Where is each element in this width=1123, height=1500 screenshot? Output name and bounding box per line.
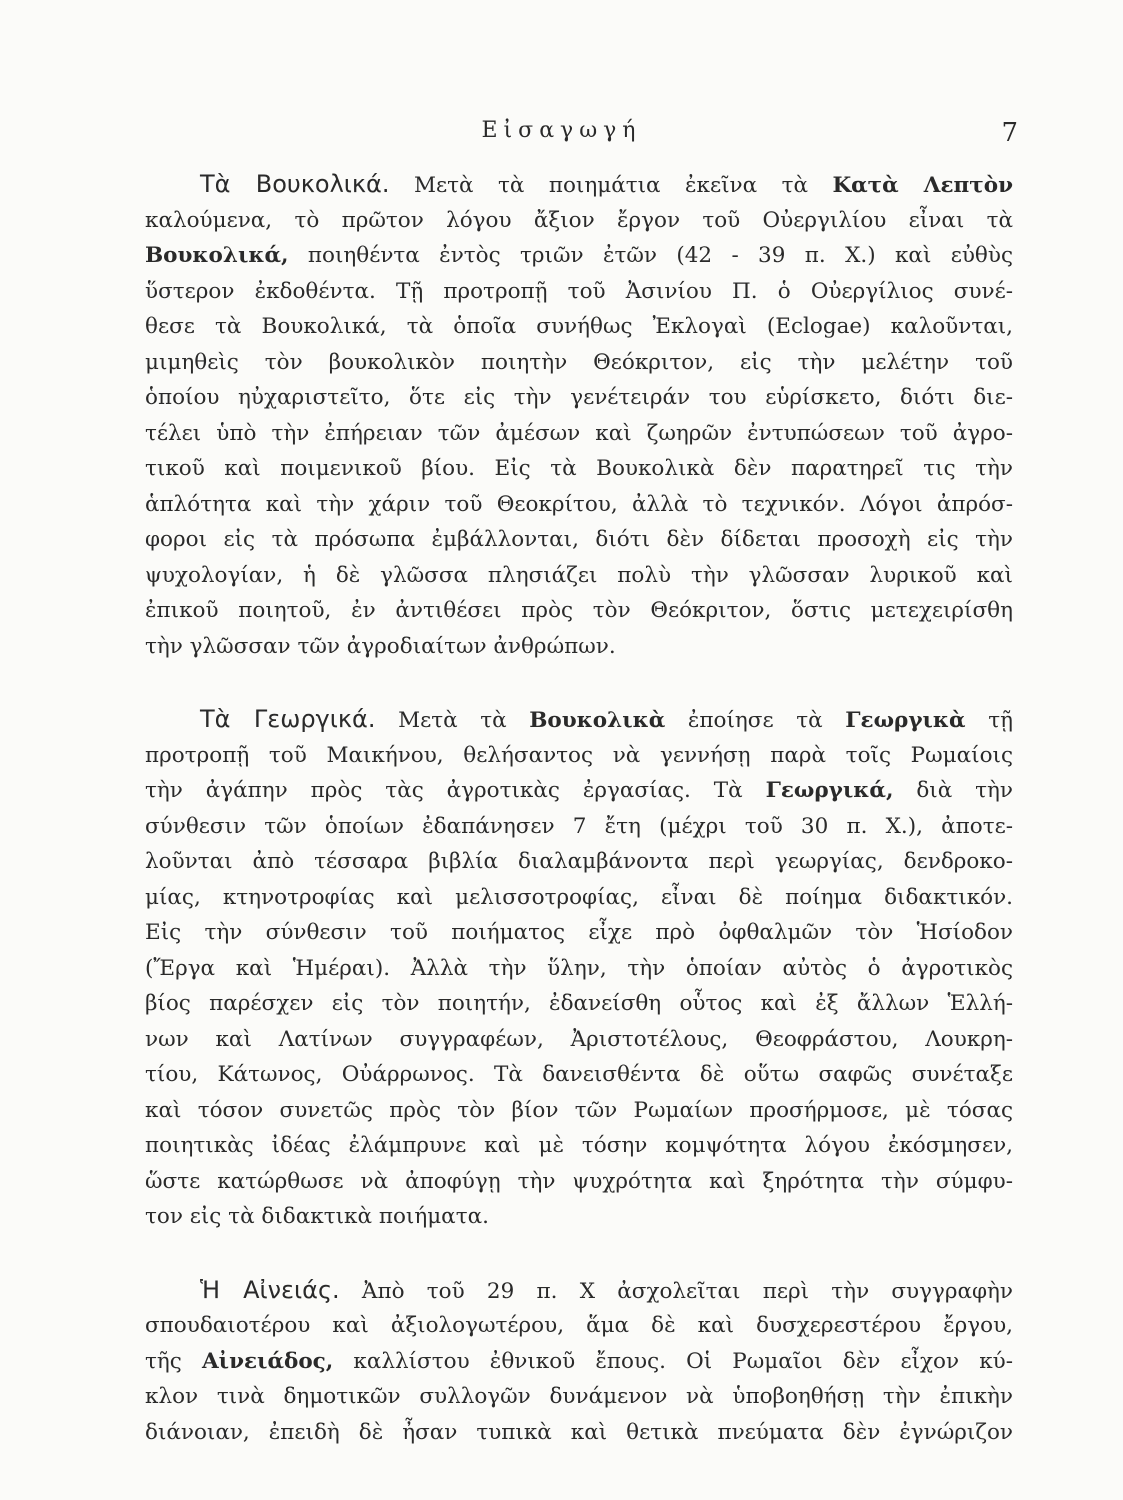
body-text [145, 167, 1013, 1488]
text-line: καλούμενα, τὸ πρῶτον λόγου ἄξιον ἔργον τοῦ Οὐεργιλίου εἶναι τὰ [145, 207, 1013, 233]
text-line: ψυχολογίαν, ἡ δὲ γλῶσσα πλησιάζει πολὺ τὴν γλῶσσαν λυρικοῦ καὶ [145, 562, 1013, 588]
running-title: Εἰσαγωγή [481, 118, 642, 143]
text-line [145, 1273, 1013, 1309]
work-title: Βουκολικά, [145, 243, 289, 268]
text-line: καὶ τόσον συνετῶς πρὸς τὸν βίον τῶν Ρωμαίων προσήρμοσε, μὲ τόσας [145, 1097, 1013, 1123]
text-line: νων καὶ Λατίνων συγγραφέων, Ἀριστοτέλους, Θεοφράστου, Λουκρη- [145, 1026, 1013, 1052]
section-georgics [145, 702, 1013, 1235]
section-heading: Ἡ Αἰνειάς. [200, 1275, 340, 1304]
text-line: μιμηθεὶς τὸν βουκολικὸν ποιητὴν Θεόκριτον, εἰς τὴν μελέτην τοῦ [145, 349, 1013, 375]
text-line: φοροι εἰς τὰ πρόσωπα ἐμβάλλονται, διότι δὲν δίδεται προσοχὴ εἰς τὴν [145, 527, 1013, 552]
text-line: τικοῦ καὶ ποιμενικοῦ βίου. Εἰς τὰ Βουκολικὰ δὲν παρατηρεῖ τις τὴν [145, 456, 1013, 481]
work-title: Αἰνειάδος, [201, 1348, 334, 1374]
work-title: Γεωργικὰ [845, 708, 966, 733]
text-line: λοῦνται ἀπὸ τέσσαρα βιβλία διαλαμβάνοντα περὶ γεωργίας, δενδροκο- [145, 849, 1013, 874]
text-line: σύνθεσιν τῶν ὁποίων ἐδαπάνησεν 7 ἔτη (μέχρι τοῦ 30 π. Χ.), ἀποτε- [145, 813, 1013, 839]
text-line: Εἰς τὴν σύνθεσιν τοῦ ποιήματος εἶχε πρὸ ὀφθαλμῶν τὸν Ἡσίοδον [145, 920, 1013, 945]
text-line: διάνοιαν, ἐπειδὴ δὲ ἦσαν τυπικὰ καὶ θετικὰ πνεύματα δὲν ἐγνώριζον [145, 1419, 1013, 1445]
text-line: σπουδαιοτέρου καὶ ἀξιολογωτέρου, ἅμα δὲ καὶ δυσχερεστέρου ἔργου, [145, 1313, 1013, 1338]
work-title: Βουκολικὰ [529, 708, 666, 733]
text-line: τίου, Κάτωνος, Οὐάρρωνος. Τὰ δανεισθέντα δὲ οὕτω σαφῶς συνέταξε [145, 1062, 1013, 1087]
text-line: ὁποίου ηὐχαριστεῖτο, ὅτε εἰς τὴν γενέτειράν του εὑρίσκετο, διότι διε- [145, 385, 1013, 410]
text-line: ἁπλότητα καὶ τὴν χάριν τοῦ Θεοκρίτου, ἀλλὰ τὸ τεχνικόν. Λόγοι ἀπρόσ- [145, 491, 1013, 517]
text-line: ποιητικὰς ἰδέας ἐλάμπρυνε καὶ μὲ τόσην κομψότητα λόγου ἐκόσμησεν, [145, 1133, 1013, 1158]
text-line: τὴν γλῶσσαν τῶν ἀγροδιαίτων ἀνθρώπων. [145, 633, 616, 659]
work-title: Γεωργικά, [765, 778, 894, 803]
page-number: 7 [1001, 118, 1018, 148]
text-span: Μετὰ τὰ [375, 708, 530, 733]
text-line: προτροπῇ τοῦ Μαικήνου, θελήσαντος νὰ γεννήσῃ παρὰ τοῖς Ρωμαίοις [145, 742, 1013, 768]
text-line: τον εἰς τὰ διδακτικὰ ποιήματα. [145, 1204, 489, 1229]
text-line: βίος παρέσχεν εἰς τὸν ποιητήν, ἐδανείσθη οὗτος καὶ ἐξ ἄλλων Ἑλλή- [145, 991, 1013, 1016]
running-head [0, 118, 1123, 154]
text-span: τῆς [145, 1348, 202, 1374]
section-heading: Τὰ Βουκολικά. [200, 170, 390, 198]
text-span: ἐποίησε τὰ [665, 708, 846, 733]
text-span: ποιηθέντα ἐντὸς τριῶν ἐτῶν (42 - 39 π. Χ.) καὶ εὐθὺς [288, 243, 1013, 268]
text-line [145, 702, 1013, 738]
text-line [145, 167, 1013, 203]
text-span: Ἀπὸ τοῦ 29 π. Χ ἀσχολεῖται περὶ τὴν συγγραφὴν [339, 1278, 1013, 1304]
text-line: μίας, κτηνοτροφίας καὶ μελισσοτροφίας, εἶναι δὲ ποίημα διδακτικόν. [145, 884, 1013, 910]
section-aeneid [145, 1273, 1013, 1451]
section-bucolics [145, 167, 1013, 664]
text-line: ἐπικοῦ ποιητοῦ, ἐν ἀντιθέσει πρὸς τὸν Θεόκριτον, ὅστις μετεχειρίσθη [145, 598, 1013, 623]
text-line: ὥστε κατώρθωσε νὰ ἀποφύγῃ τὴν ψυχρότητα καὶ ξηρότητα τὴν σύμφυ- [145, 1168, 1013, 1194]
text-line [145, 773, 1013, 809]
work-title: Κατὰ Λεπτὸν [832, 173, 1013, 198]
text-span: Μετὰ τὰ ποιημάτια ἐκεῖνα τὰ [389, 173, 833, 198]
text-line: κλον τινὰ δημοτικῶν συλλογῶν δυνάμενον νὰ ὑποβοηθήσῃ τὴν ἐπικὴν [145, 1384, 1013, 1409]
text-span: καλλίστου ἐθνικοῦ ἔπους. Οἱ Ρωμαῖοι δὲν εἶχον κύ- [333, 1348, 1013, 1374]
text-span: τῇ [965, 708, 1013, 733]
text-line: τέλει ὑπὸ τὴν ἐπήρειαν τῶν ἀμέσων καὶ ζωηρῶν ἐντυπώσεων τοῦ ἀγρο- [145, 420, 1013, 446]
text-line [145, 238, 1013, 274]
section-heading: Τὰ Γεωργικά. [200, 705, 376, 733]
text-span: τὴν ἀγάπην πρὸς τὰς ἀγροτικὰς ἐργασίας. Τὰ [145, 778, 766, 803]
text-line: (Ἔργα καὶ Ἡμέραι). Ἀλλὰ τὴν ὕλην, τὴν ὁποίαν αὐτὸς ὁ ἀγροτικὸς [145, 955, 1013, 981]
text-line: θεσε τὰ Βουκολικά, τὰ ὁποῖα συνήθως Ἐκλογαὶ (Eclogae) καλοῦνται, [145, 314, 1013, 339]
text-line: ὕστερον ἐκδοθέντα. Τῇ προτροπῇ τοῦ Ἀσινίου Π. ὁ Οὐεργίλιος συνέ- [145, 278, 1013, 304]
text-line [145, 1344, 1013, 1380]
text-span: διὰ τὴν [893, 778, 1013, 803]
